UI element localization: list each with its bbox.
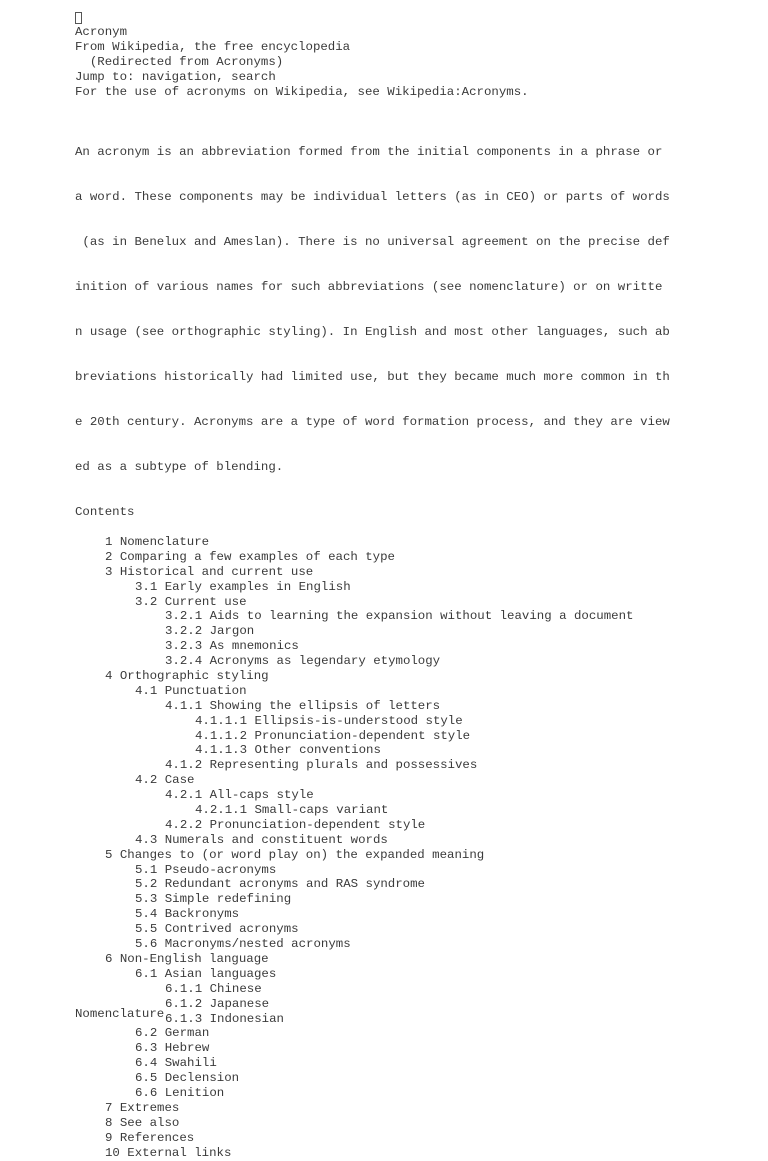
toc-item[interactable]: 5.2 Redundant acronyms and RAS syndrome [135,877,425,892]
intro-line: n usage (see orthographic styling). In English and most other languages, such ab [75,325,670,339]
toc-item[interactable]: 6.2 German [135,1026,210,1041]
hatnote: For the use of acronyms on Wikipedia, see Wikipedia:Acronyms. [75,85,529,99]
intro-line: (as in Benelux and Ameslan). There is no universal agreement on the precise def [75,235,670,249]
toc-item[interactable]: 6.4 Swahili [135,1056,217,1071]
toc-item[interactable]: 10 External links [105,1145,232,1160]
toc-item[interactable]: 3.2 Current use [135,594,247,609]
redirect-note: (Redirected from Acronyms) [75,55,284,69]
toc-item[interactable]: 4.1.1.3 Other conventions [195,743,381,758]
toc-item[interactable]: 4.2.1 All-caps style [165,788,314,803]
toc-item[interactable]: 6 Non-English language [105,951,269,966]
toc-item[interactable]: 7 Extremes [105,1100,180,1115]
toc-item[interactable]: 5.1 Pseudo-acronyms [135,862,277,877]
section-heading-nomenclature: Nomenclature [75,1007,165,1021]
page-title: Acronym [75,25,128,39]
toc-item[interactable]: 4.1.1.2 Pronunciation-dependent style [195,728,471,743]
toc-item[interactable]: 5.6 Macronyms/nested acronyms [135,937,351,952]
intro-paragraph [75,115,755,505]
toc-item[interactable]: 3.1 Early examples in English [135,579,351,594]
intro-line: breviations historically had limited use, but they became much more common in th [75,370,670,384]
toc-item[interactable]: 6.1.1 Chinese [165,981,262,996]
toc-item[interactable]: 4.3 Numerals and constituent words [135,832,388,847]
toc-item[interactable]: 5.5 Contrived acronyms [135,922,299,937]
jump-label: Jump to: [75,70,142,84]
intro-line: a word. These components may be individual letters (as in CEO) or parts of words [75,190,670,204]
toc-item[interactable]: 3.2.2 Jargon [165,624,255,639]
spacer [75,520,755,535]
toc-item[interactable]: 6.1.3 Indonesian [165,1011,284,1026]
toc-item[interactable]: 6.6 Lenition [135,1085,225,1100]
toc-item[interactable]: 4.2 Case [135,773,195,788]
toc-item[interactable]: 9 References [105,1130,195,1145]
toc-item[interactable]: 4 Orthographic styling [105,669,269,684]
toc-item[interactable]: 6.1 Asian languages [135,966,277,981]
toc-item[interactable]: 5.3 Simple redefining [135,892,292,907]
contents-heading: Contents [75,505,135,519]
spacer [75,100,755,115]
toc-item[interactable]: 5.4 Backronyms [135,907,240,922]
toc-item[interactable]: 1 Nomenclature [105,535,210,549]
toc-item[interactable]: 6.5 Declension [135,1071,240,1086]
glyph-placeholder-icon [75,10,755,25]
article-page [75,10,755,1160]
jump-to-bar [75,70,755,85]
toc-item[interactable]: 4.2.1.1 Small-caps variant [195,803,389,818]
toc-item[interactable]: 4.2.2 Pronunciation-dependent style [165,817,426,832]
tagline: From Wikipedia, the free encyclopedia [75,40,351,54]
intro-line: inition of various names for such abbreviations (see nomenclature) or on writte [75,280,663,294]
toc-item[interactable]: 4.1 Punctuation [135,683,247,698]
toc-item[interactable]: 4.1.1 Showing the ellipsis of letters [165,698,441,713]
jump-separator: , [216,70,232,84]
toc-item[interactable]: 3.2.3 As mnemonics [165,639,299,654]
toc-item[interactable]: 6.1.2 Japanese [165,996,270,1011]
jump-navigation-link[interactable]: navigation [141,70,217,84]
intro-line: An acronym is an abbreviation formed from the initial components in a phrase or [75,145,663,159]
toc-item[interactable]: 3.2.4 Acronyms as legendary etymology [165,654,441,669]
table-of-contents [75,535,755,1160]
toc-item[interactable]: 3.2.1 Aids to learning the expansion without leaving a document [165,609,634,624]
toc-item[interactable]: 4.1.1.1 Ellipsis-is-understood style [195,713,463,728]
toc-item[interactable]: 5 Changes to (or word play on) the expanded meaning [105,847,485,862]
jump-search-link[interactable]: search [231,70,276,84]
toc-item[interactable]: 8 See also [105,1115,180,1130]
toc-item[interactable]: 2 Comparing a few examples of each type [105,549,395,564]
intro-line: e 20th century. Acronyms are a type of word formation process, and they are view [75,415,670,429]
toc-item[interactable]: 3 Historical and current use [105,564,314,579]
toc-item[interactable]: 6.3 Hebrew [135,1041,210,1056]
intro-line: ed as a subtype of blending. [75,460,284,474]
toc-item[interactable]: 4.1.2 Representing plurals and possessives [165,758,478,773]
